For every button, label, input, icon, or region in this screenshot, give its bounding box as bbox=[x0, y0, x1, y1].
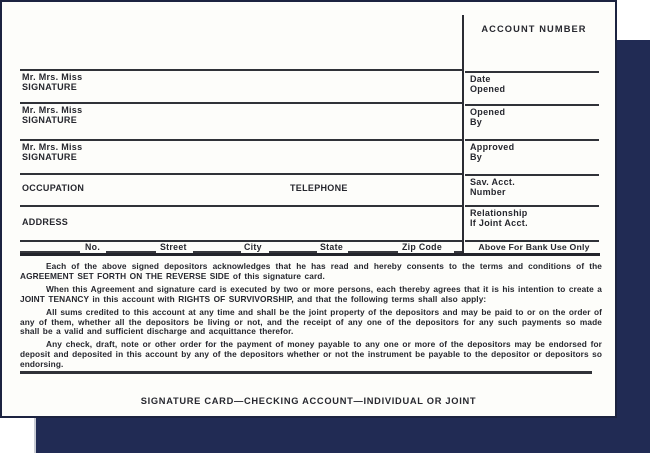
address-write-line bbox=[454, 251, 462, 253]
signature-row-1-label bbox=[22, 73, 82, 92]
bank-use-line-5 bbox=[465, 205, 599, 207]
column-label-city: City bbox=[244, 242, 262, 252]
bank-use-only-label: Above For Bank Use Only bbox=[478, 242, 590, 252]
terms-paragraph-3: All sums credited to this account at any time and shall be the joint property of the depositors and may be paid to or on the order of any of them, whether all the depositors be living or not, and the receipt of any one of the depositors for any such payments so made shall be a valid and sufficient discharge and acquittance therefor. bbox=[20, 306, 602, 337]
column-divider-line bbox=[462, 15, 464, 256]
column-label-no: No. bbox=[85, 242, 101, 252]
address-write-line bbox=[20, 251, 80, 253]
terms-paragraph-1: Each of the above signed depositors acknowledges that he has read and hereby consents to the terms and conditions of the AGREEMENT SET FORTH ON THE REVERSE SIDE of this signature card. bbox=[20, 261, 602, 281]
signature-line-2 bbox=[20, 102, 462, 104]
account-number-header: ACCOUNT NUMBER bbox=[481, 24, 587, 34]
field-label-line: Sav. Acct. bbox=[470, 177, 516, 187]
telephone-label: TELEPHONE bbox=[290, 183, 348, 193]
occupation-label: OCCUPATION bbox=[22, 183, 85, 193]
occupation-row-line bbox=[20, 173, 462, 175]
name-prefix-label: Mr. Mrs. Miss bbox=[22, 142, 83, 152]
field-label-line: Opened bbox=[470, 83, 506, 94]
terms-paragraph-2: When this Agreement and signature card is executed by two or more persons, each thereby agrees that it is his intention to create a JOINT TENANCY in this account with RIGHTS OF SURVIVORSHIP, and that the following terms shall also apply: bbox=[20, 283, 602, 304]
address-write-line bbox=[193, 251, 241, 253]
name-prefix-label: Mr. Mrs. Miss bbox=[22, 72, 83, 82]
address-label: ADDRESS bbox=[22, 217, 69, 227]
field-label-line: Approved bbox=[470, 142, 515, 152]
bank-use-line-1 bbox=[465, 71, 599, 73]
date-opened-label bbox=[470, 75, 505, 94]
column-label-state: State bbox=[320, 242, 344, 252]
address-write-line bbox=[269, 251, 317, 253]
approved-by-label bbox=[470, 143, 514, 162]
address-write-line bbox=[106, 251, 156, 253]
address-row-line bbox=[20, 205, 462, 207]
terms-paragraph-4: Any check, draft, note or other order for the payment of money payable to any one or more of the depositors may be endorsed for deposit and deposited in this account by any of the depositors whether or not the instrument be payable to the depositor or depositors so endorsing. bbox=[20, 339, 602, 369]
signature-row-2-label bbox=[22, 106, 82, 125]
address-write-line bbox=[348, 251, 398, 253]
field-label-line: Number bbox=[470, 186, 506, 197]
field-label-line: If Joint Acct. bbox=[470, 217, 528, 228]
signature-label: SIGNATURE bbox=[22, 151, 78, 162]
signature-line-3 bbox=[20, 139, 462, 141]
relationship-label bbox=[470, 209, 528, 228]
terms-and-conditions bbox=[20, 262, 602, 373]
grid-bottom-heavy-line bbox=[20, 253, 600, 256]
footer-rule-line bbox=[20, 371, 592, 374]
field-label-line: Relationship bbox=[470, 208, 528, 218]
field-label-line: By bbox=[470, 116, 483, 127]
signature-label: SIGNATURE bbox=[22, 114, 78, 125]
signature-label: SIGNATURE bbox=[22, 81, 78, 92]
name-prefix-label: Mr. Mrs. Miss bbox=[22, 105, 83, 115]
savings-account-number-label bbox=[470, 178, 515, 197]
card-title-caption: SIGNATURE CARD—CHECKING ACCOUNT—INDIVIDUAL OR JOINT bbox=[140, 396, 477, 406]
signature-line-1 bbox=[20, 69, 462, 71]
bank-use-line-2 bbox=[465, 104, 599, 106]
field-label-line: Opened bbox=[470, 107, 506, 117]
bank-use-line-3 bbox=[465, 139, 599, 141]
bank-use-line-4 bbox=[465, 174, 599, 176]
column-label-zip-code: Zip Code bbox=[402, 242, 443, 252]
opened-by-label bbox=[470, 108, 505, 127]
field-label-line: By bbox=[470, 151, 483, 162]
signature-row-3-label bbox=[22, 143, 82, 162]
field-label-line: Date bbox=[470, 74, 491, 84]
column-label-street: Street bbox=[160, 242, 187, 252]
